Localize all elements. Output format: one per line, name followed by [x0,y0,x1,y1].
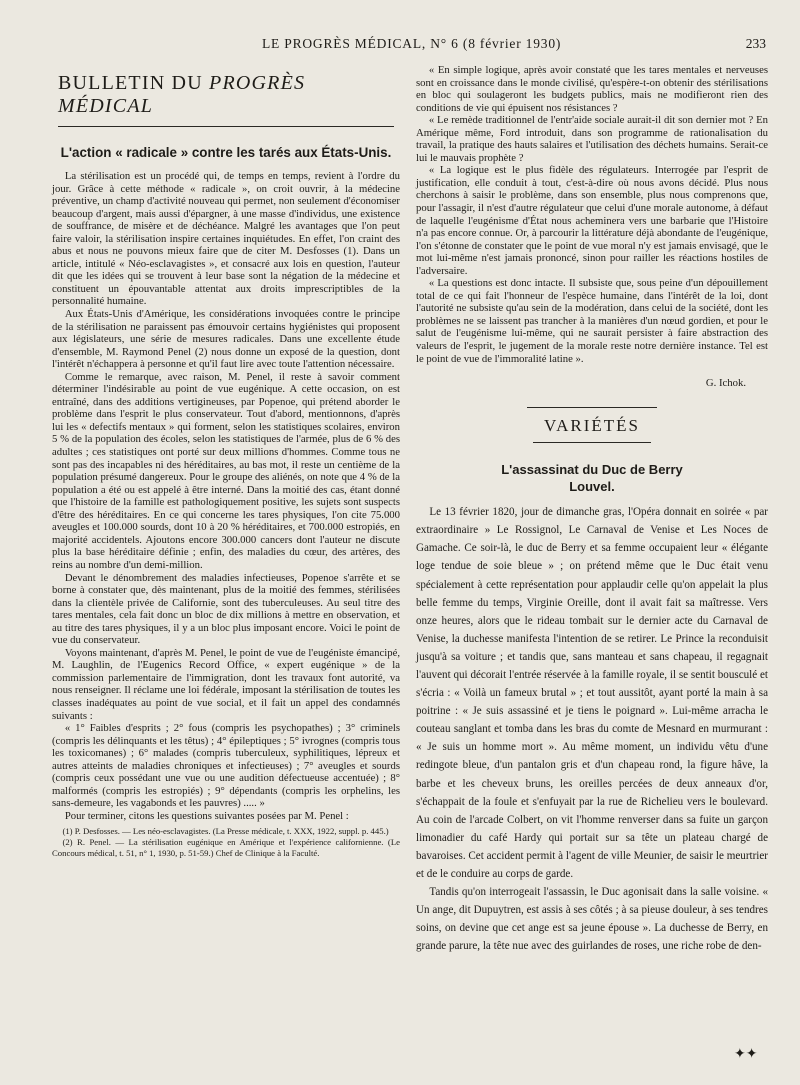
running-header [0,0,800,56]
article2-title-line: L'assassinat du Duc de Berry [501,462,683,478]
left-column [52,64,400,859]
section-rule [58,126,394,127]
section-title-journal: PROGRÈS MÉDICAL [58,72,306,117]
varietes-title: VARIÉTÉS [544,416,640,436]
footnote: (2) R. Penel. — La stérilisation eugénique en Amérique et l'expérience californienne. (Le Concours médical, t. 51, n° 1, 1930, p. 51-59.) Chef de Clinique à la Faculté. [52,837,400,859]
right-column [416,64,768,955]
article-title: L'action « radicale » contre les tarés aux États-Unis. [60,145,392,160]
footnotes [52,826,400,859]
article-paragraph: La stérilisation est un procédé qui, de temps en temps, revient à l'ordre du jour. Grâce à cette méthode « radicale », on croit ouvrir, à la médecine préventive, un champ d'activité nouveau qui permet, non seulement d'économiser beaucoup d'argent, mais aussi d'épargner, à une masse d'individus, une existence de souffrance, de misère et de déchéance. Malgré les avantages que l'on peut faire valoir, la stérilisation inspire certaines inquiétudes. En effet, l'on craint des abus et nous ne pouvons mieux faire que de citer M. Desfosses (1). Dans un article, intitulé « Néo-esclavagistes », et consacré aux lois en question, l'auteur dit que les idées qui se trouvent à leur base sont la négation de la médecine et constituent un épouvantable attentat aux droits imprescriptibles de la personnalité humaine. [52,170,400,308]
quote-paragraph: « Le remède traditionnel de l'entr'aide sociale aurait-il dit son dernier mot ? En Amérique même, Ford introduit, dans son programme de rationalisation du travail, la pratique des hauts salaires et l'utilisation des déchets humains. Serait-ce lui le mauvais prophète ? [416,114,768,164]
varietes-rule-bottom [533,442,651,443]
article-author: G. Ichok. [705,377,746,390]
ornament: ✦✦ [734,1047,758,1062]
article2-paragraph: Le 13 février 1820, jour de dimanche gras, l'Opéra donnait en soirée « par extraordinaire » Le Rossignol, Le Carnaval de Venise et Les Noces de Gamache. Ce soir-là, le duc de Berry et sa femme occupaient leur « élégante loge tendue de soie bleue » ; on prétend même que le Duc était venu spécialement à cette représentation pour applaudir celle qu'on appelait la plus belle femme du temps, Virginie Oreille, dont il avait fait sa maîtresse. Vers onze heures, alors que le rideau tombait sur le dernier acte du Carnaval de Venise, la duchesse manifesta l'intention de se retirer. Le Prince la reconduisit jusqu'à sa voiture ; et tandis que, sans manteau et sans chapeau, il regagnait l'auvent qui décorait l'entrée réservée à la famille royale, il se sentit bousculé et s'écria : « Voilà un fameux brutal » ; et tout aussitôt, ayant porté la main à sa poitrine : « Je suis assassiné et je tiens le poignard ». Lui-même arracha le couteau sanglant et tomba dans les bras du comte de Mesnard en murmurant : « Je suis un homme mort ». Au même moment, un individu vêtu d'une redingote bleue, d'un pantalon gris et d'un chapeau rond, la figure hâve, la barbe et les cheveux bruns, les oreilles percées de deux anneaux d'or, s'échappait de la foule et s'enfuyait par la rue de Richelieu vers le boulevard. Au coin de l'arcade Colbert, on vit l'homme renverser dans sa fuite un garçon limonadier du café Hardy qui portait sur sa tête un plateau chargé de bavaroises. Cet accident permit à l'agent de ville Meunier, de saisir le meurtrier et de le conduire au corps de garde. [416,506,768,880]
article-paragraph: Comme le remarque, avec raison, M. Penel, il reste à savoir comment déterminer l'indésirable au point de vue eugénique. A cette occasion, on est entraîné, dans des additions vertigineuses, par Popenoe, qui prétend aborder le problème dans l'esprit le plus conservateur. Tout d'abord, mentionnons, d'après lui les « defectifs mentaux » qui forment, selon les statistiques scolaires, environ 5 % de la population des écoles, selon les statistiques de l'armée, plus de 6 % des adultes ; ces statistiques ont porté sur deux millions d'hommes. Comme tous ne sont pas des incapables ni des héréditaires, au bas mot, il reste un centième de la population présumé dangereux. Pour le groupe des aliénés, on note que 4 % de la population a été ou est appelé à être interné. Dans la moitié des cas, étant donné que l'histoire de la famille est pathologiquement positive, les sujets sont suspects d'être des héréditaires. En ce qui concerne les tares physiques, l'on cite 75.000 aveugles et 100.000 sourds, dont 10 à 20 % héréditaires, et 700.000 estropiés, en majorité accidentels. Ajoutons encore 300.000 cancers dont l'auteur ne discute plus la base héréditaire définie ; enfin, des maladies du cœur, des artères, des reins au nombre d'un demi-million. [52,370,400,571]
article-paragraph: Devant le dénombrement des maladies infectieuses, Popenoe s'arrête et se borne à constater que, dès maintenant, plus de la moitié des femmes, stérilisées dans la clientèle privée de Californie, sont des tuberculeuses. Au seul titre des tares mentales, cela fait donc un bloc de dix millions à mettre en observation, et au titre des tares physiques, il y a un bloc plus imposant encore. Voici le point de vue du conservateur. [52,571,400,647]
article2-title-line: Louvel. [569,479,615,495]
running-title: LE PROGRÈS MÉDICAL, N° 6 (8 février 1930) [262,36,562,51]
article-paragraph: « 1° Faibles d'esprits ; 2° fous (compris les psychopathes) ; 3° criminels (compris les délinquants et les têtus) ; 4° épileptiques ; 5° ivrognes (compris tous les toxicomanes) ; 6° malades (compris tuberculeux, syphilitiques, lépreux et autres atteints de maladies chroniques et infectieuses) ; 7° aveugles et sourds (compris ceux possédant une vue ou une audition défectueuse accentuée) ; 8° malformés (compris les estropiés) ; 9° dépendants (compris les orphelins, les sans-demeure, les vagabonds et les pauvres) ..... » [52,722,400,810]
quote-paragraph: « La logique est le plus fidèle des régulateurs. Interrogée par l'esprit de justification, elle conduit à tout, c'est-à-dire où nous avons décidé. Plus nous cherchons à saisir le problème, dans son ensemble, plus nous comprenons que, pour l'assagir, il n'est d'autre régulateur que celui d'une morale autonome, à défaut de laquelle l'eugénisme d'État nous acheminera vers une barbarie que l'Histoire n'a pas encore connue. Or, à parcourir la littérature déjà abondante de l'eugénique, l'on s'étonne de constater que le point de vue moral n'y est jamais envisagé, que le mot lui-même n'est jamais prononcé, sinon pour railler les réactions hostiles de l'adversaire. [416,164,768,277]
footnote: (1) P. Desfosses. — Les néo-esclavagistes. (La Presse médicale, t. XXX, 1922, suppl. p. 445.) [62,826,389,837]
article-paragraph: Pour terminer, citons les questions suivantes posées par M. Penel : [64,809,349,822]
article-paragraph: Aux États-Unis d'Amérique, les considérations invoquées contre le principe de la stérilisation ne paraissent pas émouvoir certains hygiénistes qui proposent aux législateurs, une série de mesures radicales. Dans une excellente étude d'ensemble, M. Raymond Penel (2) nous donne un exposé de la question, dont l'intérêt n'échappera à personne et qu'il faut lire avec toute l'attention nécessaire. [52,308,400,371]
section-title-prefix: BULLETIN DU [58,72,210,94]
section-title [58,72,400,118]
quote-paragraph: « La questions est donc intacte. Il subsiste que, sous peine d'un dépouillement total de ce qui fait l'honneur de l'espèce humaine, dans l'intérêt de la loi, dont l'autorité ne subsiste qu'au sein de la modération, dans celui de la société, dont les problèmes ne se laissent pas trancher à la manières d'un nœud gordien, et pour le salut de l'eugénisme lui-même, qui ne saurait persister à faire abstraction des valeurs de l'esprit, le jugement de la morale reste notre dernière instance. Tel est le point de vue de l'immoralité latine ». [416,277,768,365]
quote-paragraph: « En simple logique, après avoir constaté que les tares mentales et nerveuses sont en croissance dans le monde civilisé, qu'espère-t-on obtenir des stérilisations en bloc qui soulageront les budgets publics, mais ne modifieront rien des conditions de vie qui épuisent nos résistances ? [416,64,768,114]
page-number: 233 [745,36,766,51]
varietes-rule-top [527,407,657,408]
article2-title [416,461,768,495]
article2-paragraph: Tandis qu'on interrogeait l'assassin, le Duc agonisait dans la salle voisine. « Un ange, dit Dupuytren, est assis à ses côtés ; à sa pieuse douleur, à ses tendres soins, on devine que cet ange est sa jeune épouse ». La duchesse de Berry, en grande parure, la tête nue avec des guirlandes de roses, une riche robe de den- [416,886,768,953]
article-paragraph: Voyons maintenant, d'après M. Penel, le point de vue de l'eugéniste émancipé, M. Laughlin, de l'Eugenics Record Office, « expert eugénique » de la commission parlementaire de l'immigration, dont les travaux font autorité, va nous renseigner. Il réclame une loi fédérale, imposant la stérilisation de toutes les classes inadéquates au point de vue social, et il fait un appel des condamnés suivants : [52,646,400,722]
